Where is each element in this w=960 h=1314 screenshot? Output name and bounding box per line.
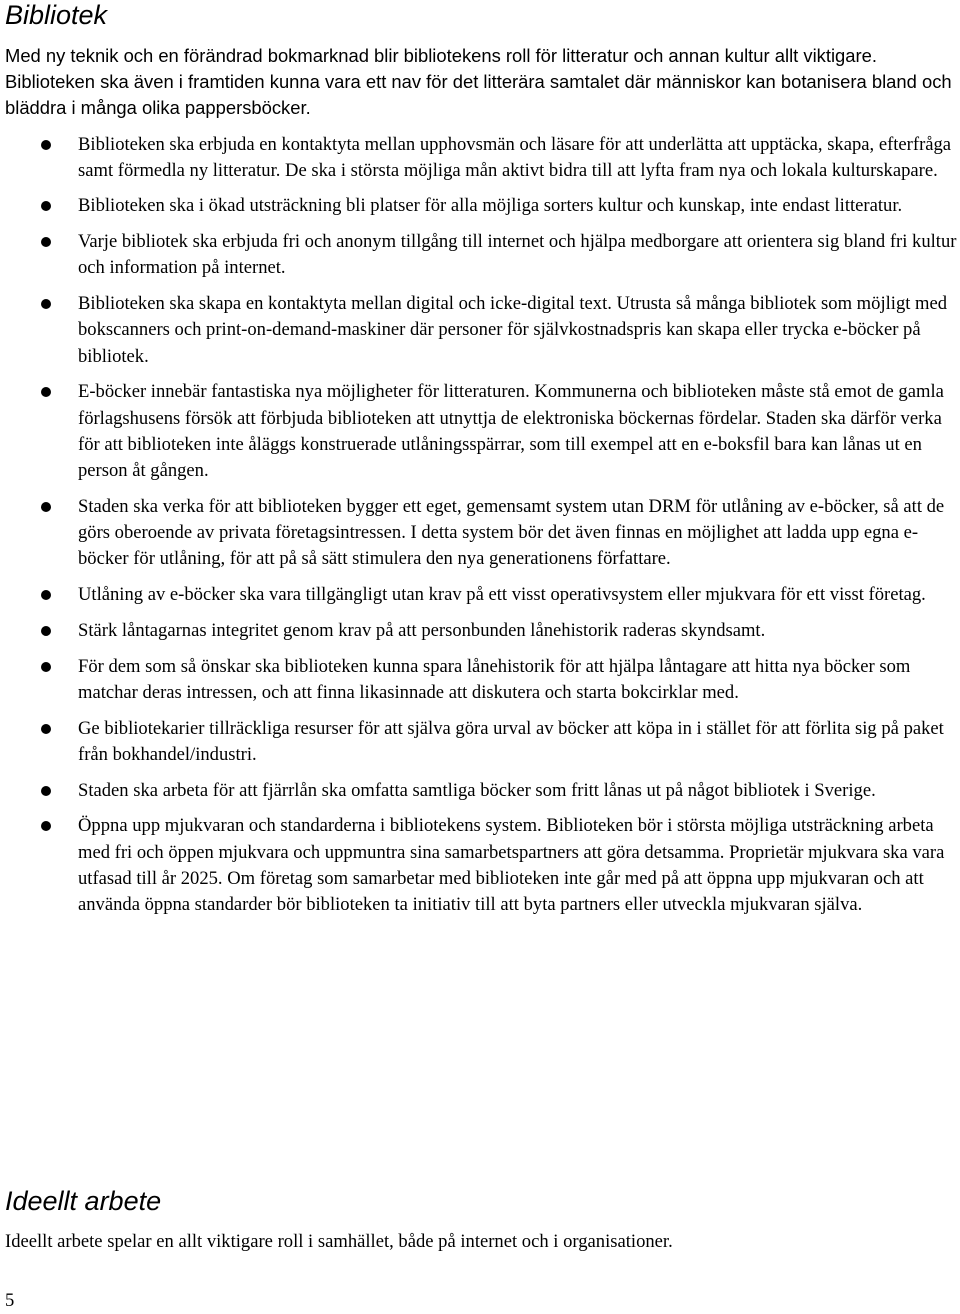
section-heading-bibliotek: Bibliotek bbox=[5, 0, 108, 30]
list-item-text: Öppna upp mjukvaran och standarderna i bibliotekens system. Biblioteken bör i största möjliga utsträckning arbeta med fri och öppen mjukvara och uppmuntra sina samarbetspartners att göra detsamma. Proprietär mjukvara ska vara utfasad till år 2025. Om företag som samarbetar med biblioteken inte går med på att öppna upp mjukvaran och att använda öppna standarder bör biblioteken ta initiativ till att byta partners eller utveckla mjukvaran själva. bbox=[78, 815, 945, 916]
bullet-icon bbox=[41, 626, 51, 636]
bullet-icon bbox=[41, 387, 51, 397]
list-item bbox=[0, 291, 960, 370]
bullet-icon bbox=[41, 299, 51, 309]
list-item-text: Staden ska arbeta för att fjärrlån ska omfatta samtliga böcker som fritt lånas ut på något bibliotek i Sverige. bbox=[78, 779, 876, 801]
bullet-icon bbox=[41, 786, 51, 796]
list-item-text: Biblioteken ska i ökad utsträckning bli platser för alla möjliga sorters kultur och kunskap, inte endast litteratur. bbox=[78, 195, 903, 217]
list-item-text: E-böcker innebär fantastiska nya möjligheter för litteraturen. Kommunerna och biblioteken måste stå emot de gamla förlagshusens försök att förbjuda biblioteken att utnyttja de elektroniska böckernas fördelar. Staden ska därför verka för att biblioteken inte åläggs konstruerade utlåningsspärrar, som till exempel att en e-boksfil bara kan lånas ut en person åt gången. bbox=[78, 381, 944, 482]
bullet-icon bbox=[41, 140, 51, 150]
page-number: 5 bbox=[5, 1290, 15, 1311]
list-item bbox=[0, 618, 960, 644]
list-item-text: För dem som så önskar ska biblioteken kunna spara lånehistorik för att hjälpa låntagare att hitta nya böcker som matchar deras intressen, och att finna likasinnade att diskutera och starta bokcirklar med. bbox=[78, 655, 911, 703]
list-item bbox=[0, 132, 960, 184]
list-item bbox=[0, 193, 960, 219]
list-item-text: Varje bibliotek ska erbjuda fri och anonym tillgång till internet och hjälpa medborgare att orientera sig bland fri kultur och information på internet. bbox=[78, 231, 957, 279]
list-item-text: Staden ska verka för att biblioteken bygger ett eget, gemensamt system utan DRM för utlåning av e-böcker, så att de görs oberoende av privata företagsintressen. I detta system bör det även finnas en möjlighet att ladda upp egna e-böcker för utlåning, för att på så sätt stimulera den nya generationens författare. bbox=[78, 495, 945, 570]
list-item bbox=[0, 494, 960, 573]
list-item-text: Biblioteken ska skapa en kontaktyta mellan digital och icke-digital text. Utrusta så många bibliotek som möjligt med bokscanners och print-on-demand-maskiner där personer för självkostnadspris kan skapa eller trycka e-böcker på bibliotek. bbox=[78, 293, 948, 367]
list-item-text: Utlåning av e-böcker ska vara tillgängligt utan krav på ett visst operativsystem eller mjukvara för ett visst företag. bbox=[78, 584, 926, 606]
list-item bbox=[0, 582, 960, 608]
list-item bbox=[0, 379, 960, 484]
bullet-icon bbox=[41, 590, 51, 600]
list-item-text: Ge bibliotekarier tillräckliga resurser för att själva göra urval av böcker att köpa in i stället för att förlita sig på paket från bokhandel/industri. bbox=[78, 717, 944, 765]
bullet-icon bbox=[41, 724, 51, 734]
list-item-text: Stärk låntagarnas integritet genom krav på att personbunden lånehistorik raderas skyndsamt. bbox=[78, 619, 766, 641]
list-item bbox=[0, 813, 960, 918]
bullet-icon bbox=[41, 201, 51, 211]
bullet-icon bbox=[41, 502, 51, 512]
ideellt-paragraph: Ideellt arbete spelar en allt viktigare roll i samhället, både på internet och i organisationer. bbox=[5, 1231, 673, 1252]
section-heading-ideellt-arbete: Ideellt arbete bbox=[5, 1186, 162, 1216]
bullet-list bbox=[0, 132, 960, 928]
list-item bbox=[0, 778, 960, 804]
bullet-icon bbox=[41, 662, 51, 672]
list-item-text: Biblioteken ska erbjuda en kontaktyta mellan upphovsmän och läsare för att underlätta att upptäcka, skapa, efterfråga samt förmedla ny litteratur. De ska i största möjliga mån aktivt bidra till att lyfta fram nya och lokala kulturskapare. bbox=[78, 134, 952, 182]
list-item bbox=[0, 654, 960, 706]
list-item bbox=[0, 716, 960, 768]
bullet-icon bbox=[41, 237, 51, 247]
bullet-icon bbox=[41, 821, 51, 831]
list-item bbox=[0, 229, 960, 281]
intro-paragraph: Med ny teknik och en förändrad bokmarknad blir bibliotekens roll för litteratur och annan kultur allt viktigare. Biblioteken ska även i framtiden kunna vara ett nav för det litterära samtalet där människor kan botanisera bland och bläddra i många olika pappersböcker. bbox=[5, 45, 952, 118]
